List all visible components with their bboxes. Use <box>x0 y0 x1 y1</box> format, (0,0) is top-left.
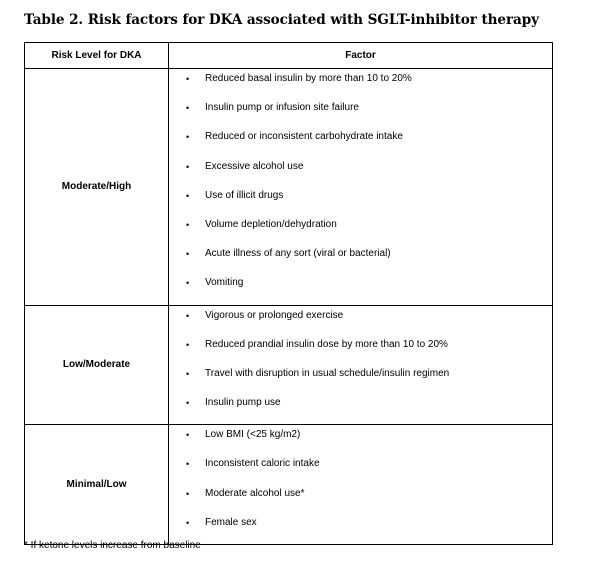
bullet-icon: • <box>186 249 190 260</box>
factor-text: Insulin pump use <box>205 397 281 409</box>
factor-item <box>169 308 552 337</box>
bullet-icon: • <box>186 310 190 321</box>
factors-cell <box>169 425 553 545</box>
factor-list <box>169 69 552 305</box>
bullet-icon: • <box>186 161 190 172</box>
footnote: * If ketone levels increase from baseline <box>24 540 201 551</box>
factor-text: Reduced prandial insulin dose by more than 10 to 20% <box>205 338 448 350</box>
bullet-icon: • <box>186 430 190 441</box>
bullet-icon: • <box>186 190 190 201</box>
bullet-icon: • <box>186 278 190 289</box>
bullet-icon: • <box>186 517 190 528</box>
factor-text: Vigorous or prolonged exercise <box>205 309 344 321</box>
bullet-icon: • <box>186 488 190 499</box>
table-row-moderate-high <box>25 69 553 306</box>
bullet-icon: • <box>186 74 190 84</box>
factor-item <box>169 217 552 246</box>
factor-item <box>169 159 552 188</box>
table-header-row <box>25 43 553 69</box>
factor-text: Moderate alcohol use* <box>205 487 305 499</box>
factor-item <box>169 486 552 515</box>
bullet-icon: • <box>186 103 190 114</box>
table-title: Table 2. Risk factors for DKA associated with SGLT-inhibitor therapy <box>24 12 539 28</box>
factor-item <box>169 515 552 544</box>
factor-item <box>169 246 552 275</box>
factor-item <box>169 100 552 129</box>
factor-item <box>169 129 552 158</box>
factor-item <box>169 456 552 485</box>
risk-level-cell: Moderate/High <box>25 69 169 306</box>
factors-cell <box>169 69 553 306</box>
factor-item <box>169 366 552 395</box>
bullet-icon: • <box>186 398 190 409</box>
factor-item <box>169 337 552 366</box>
factor-text: Volume depletion/dehydration <box>205 218 337 230</box>
factor-list <box>169 306 552 425</box>
factor-list <box>169 425 552 544</box>
header-risk-level: Risk Level for DKA <box>25 43 169 69</box>
bullet-icon: • <box>186 132 190 143</box>
factor-text: Reduced or inconsistent carbohydrate intake <box>205 131 403 143</box>
risk-level-cell: Minimal/Low <box>25 425 169 545</box>
risk-factors-table <box>24 42 553 545</box>
factor-text: Vomiting <box>205 277 244 289</box>
factor-item <box>169 427 552 456</box>
risk-level-cell: Low/Moderate <box>25 305 169 425</box>
factor-text: Excessive alcohol use <box>205 160 304 172</box>
bullet-icon: • <box>186 219 190 230</box>
header-factor: Factor <box>169 43 553 69</box>
bullet-icon: • <box>186 339 190 350</box>
bullet-icon: • <box>186 368 190 379</box>
factor-text: Female sex <box>205 516 257 528</box>
factors-cell <box>169 305 553 425</box>
factor-text: Reduced basal insulin by more than 10 to 20% <box>205 73 412 84</box>
factor-text: Use of illicit drugs <box>205 189 284 201</box>
table-row-minimal-low <box>25 425 553 545</box>
factor-item <box>169 275 552 304</box>
factor-text: Inconsistent caloric intake <box>205 458 320 470</box>
factor-text: Low BMI (<25 kg/m2) <box>205 429 301 441</box>
factor-text: Insulin pump or infusion site failure <box>205 102 359 114</box>
bullet-icon: • <box>186 459 190 470</box>
table-row-low-moderate <box>25 305 553 425</box>
factor-text: Travel with disruption in usual schedule/insulin regimen <box>205 367 450 379</box>
factor-text: Acute illness of any sort (viral or bacterial) <box>205 248 391 260</box>
factor-item <box>169 71 552 100</box>
factor-item <box>169 188 552 217</box>
factor-item <box>169 395 552 424</box>
